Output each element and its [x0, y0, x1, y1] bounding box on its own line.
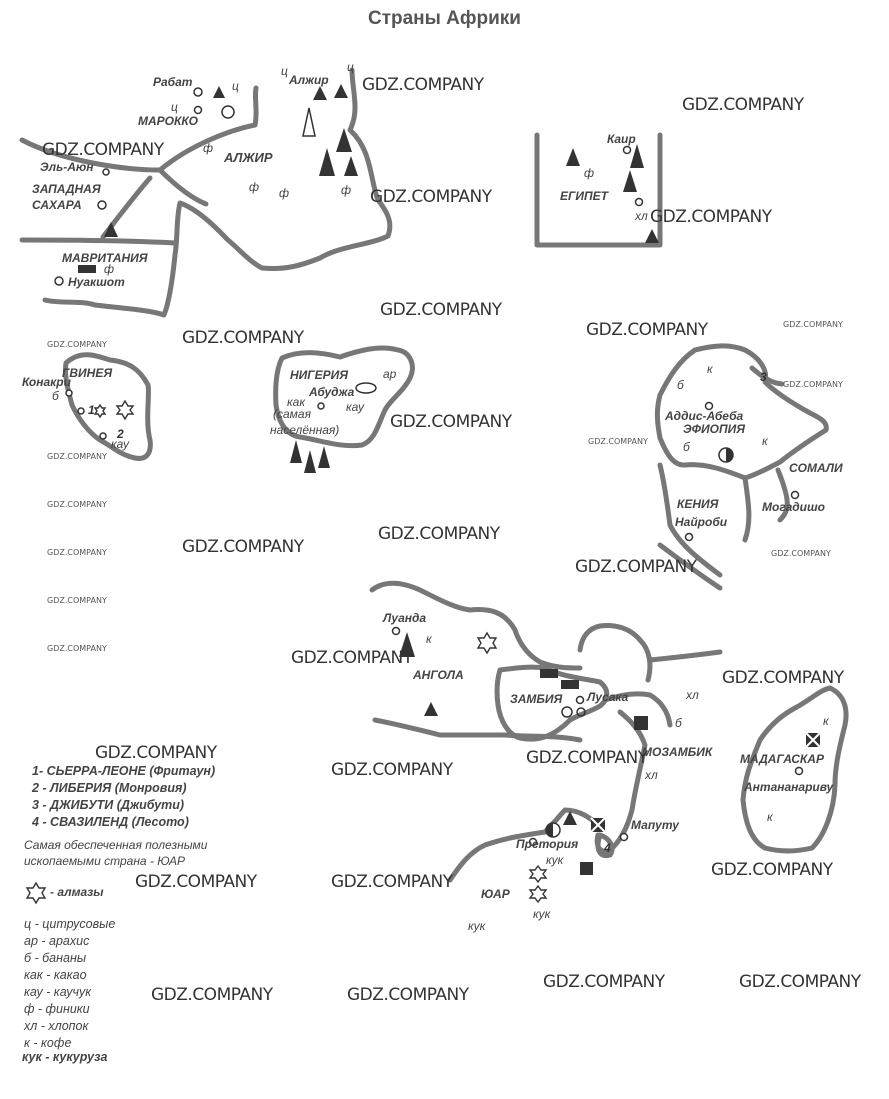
watermark: GDZ.COMPANY: [380, 300, 502, 320]
capital-marker-icon: [624, 147, 631, 154]
watermark-small: GDZ.COMPANY: [783, 320, 843, 329]
radiation-icon: [562, 707, 572, 717]
watermark: GDZ.COMPANY: [135, 872, 257, 892]
city-maputo: Мапуту: [631, 818, 679, 832]
capital-marker-icon: [318, 403, 324, 409]
watermark: GDZ.COMPANY: [722, 668, 844, 688]
watermark: GDZ.COMPANY: [543, 972, 665, 992]
country-egypt: ЕГИПЕТ: [560, 189, 608, 203]
watermark: GDZ.COMPANY: [95, 743, 217, 763]
triangle-icon: [630, 144, 644, 168]
diamond-star-icon: [95, 405, 105, 417]
page-title: Страны Африки: [367, 8, 521, 29]
country-western-sahara-l2: САХАРА: [32, 198, 82, 212]
watermark-small: GDZ.COMPANY: [47, 548, 107, 557]
note-line-1: Самая обеспеченная полезными: [24, 838, 208, 852]
capital-marker-icon: [100, 433, 106, 439]
triangle-icon: [213, 86, 225, 98]
key-cotton: хл - хлопок: [24, 1019, 89, 1033]
res-rubber: кау: [346, 400, 364, 414]
country-somalia: СОМАЛИ: [789, 461, 843, 475]
country-guinea: ГВИНЕЯ: [62, 366, 113, 380]
watermark-small: GDZ.COMPANY: [47, 596, 107, 605]
watermark: GDZ.COMPANY: [711, 860, 833, 880]
capital-marker-icon: [393, 628, 400, 635]
diamond-star-icon: [530, 866, 546, 882]
triangle-icon: [344, 156, 358, 176]
res-coffee: к: [762, 434, 768, 448]
radiation-icon: [222, 106, 234, 118]
small-country-number-3: 3: [760, 370, 767, 384]
res-phos: ф: [341, 183, 352, 197]
res-banana: б: [675, 716, 682, 730]
res-banana: б: [683, 440, 690, 454]
watermark: GDZ.COMPANY: [42, 140, 164, 160]
triangle-icon: [623, 170, 637, 192]
country-mauritania: МАВРИТАНИЯ: [62, 251, 148, 265]
mozambique-coast: [650, 652, 720, 660]
res-phos: ф: [104, 262, 115, 276]
city-lusaka: Лусака: [587, 690, 629, 704]
capital-marker-icon: [577, 697, 584, 704]
res-coffee: к: [426, 632, 432, 646]
city-nouakchott: Нуакшот: [68, 275, 125, 289]
res-corn: кук: [546, 853, 564, 867]
watermark: GDZ.COMPANY: [291, 648, 413, 668]
res-coffee: к: [707, 362, 713, 376]
watermark-small: GDZ.COMPANY: [47, 452, 107, 461]
triangle-icon: [319, 148, 335, 176]
triangle-icon: [313, 86, 327, 100]
city-abuja: Абуджа: [309, 385, 355, 399]
watermark: GDZ.COMPANY: [378, 524, 500, 544]
country-madagascar: МАДАГАСКАР: [740, 752, 824, 766]
watermark: GDZ.COMPANY: [362, 75, 484, 95]
triangle-icon: [566, 148, 580, 166]
res-phos: ф: [584, 166, 595, 180]
key-dates: ф - финики: [24, 1002, 90, 1016]
capital-marker-icon: [621, 834, 628, 841]
watermark-small: GDZ.COMPANY: [47, 340, 107, 349]
coal-icon: [561, 680, 579, 689]
coal-icon: [634, 716, 648, 730]
watermark: GDZ.COMPANY: [739, 972, 861, 992]
diamonds-legend: - алмазы: [50, 885, 104, 899]
watermark: GDZ.COMPANY: [331, 872, 453, 892]
triangle-icon: [304, 450, 316, 473]
country-western-sahara-l1: ЗАПАДНАЯ: [32, 182, 101, 196]
res-citrus: ц: [232, 79, 239, 93]
res-phos: ф: [279, 186, 290, 200]
small-country-number-1: 1: [88, 403, 95, 417]
capital-marker-icon: [792, 492, 799, 499]
res-phos: ф: [249, 180, 260, 194]
city-pretoria: Претория: [516, 837, 579, 851]
city-nairobi: Найроби: [675, 515, 728, 529]
country-morocco: МАРОККО: [138, 114, 198, 128]
watermark-small: GDZ.COMPANY: [47, 500, 107, 509]
coal-icon: [580, 862, 593, 875]
key-cocoa: как - какао: [24, 968, 87, 982]
country-angola: АНГОЛА: [413, 668, 464, 682]
city-rabat: Рабат: [153, 75, 193, 89]
diamond-star-icon: [530, 886, 546, 902]
res-cotton: хл: [686, 688, 699, 702]
watermark: GDZ.COMPANY: [390, 412, 512, 432]
city-conakry: Конакри: [22, 375, 71, 389]
city-addis-ababa: Аддис-Абеба: [665, 409, 744, 423]
capital-marker-icon: [194, 88, 202, 96]
res-citrus: ц: [171, 100, 178, 114]
legend-country-1: 1- СЬЕРРА-ЛЕОНЕ (Фритаун): [32, 764, 216, 778]
coal-icon: [540, 669, 558, 678]
res-coffee: к: [823, 714, 829, 728]
key-corn: кук - кукуруза: [22, 1050, 108, 1064]
country-zambia: ЗАМБИЯ: [510, 692, 563, 706]
triangle-icon: [318, 446, 330, 468]
capital-marker-icon: [55, 277, 63, 285]
triangle-icon: [645, 229, 659, 243]
res-banana: б: [677, 378, 684, 392]
city-cairo: Каир: [607, 132, 636, 146]
mauritania-border: [22, 240, 175, 243]
diamond-star-icon: [478, 633, 496, 653]
city-luanda: Луанда: [383, 611, 427, 625]
nigeria-note-l1: (самая: [273, 407, 311, 421]
capital-marker-icon: [103, 169, 109, 175]
res-citrus: ц: [281, 64, 288, 78]
diamond-star-legend-icon: [27, 883, 45, 903]
country-mozambique: МОЗАМБИК: [642, 745, 713, 759]
watermark-small: GDZ.COMPANY: [47, 644, 107, 653]
watermark-small: GDZ.COMPANY: [783, 380, 843, 389]
city-mogadishu: Могадишо: [762, 500, 825, 514]
gas-oval-icon: [356, 383, 376, 393]
res-phos: ф: [203, 141, 214, 155]
res-cotton: хл: [645, 768, 658, 782]
key-banana: б - бананы: [24, 951, 87, 965]
country-south-africa: ЮАР: [481, 887, 510, 901]
key-rubber: кау - каучук: [24, 985, 92, 999]
small-country-number-2: 2: [117, 427, 124, 441]
city-antananarivo: Антананариву: [744, 780, 834, 794]
note-line-2: ископаемыми страна - ЮАР: [24, 854, 186, 868]
res-corn: кук: [533, 907, 551, 921]
key-coffee: к - кофе: [24, 1036, 72, 1050]
res-citrus: ц: [347, 60, 354, 74]
watermark: GDZ.COMPANY: [586, 320, 708, 340]
oil-outline-icon: [303, 108, 315, 136]
watermark: GDZ.COMPANY: [331, 760, 453, 780]
res-rubber: кау: [111, 437, 129, 451]
watermark: GDZ.COMPANY: [650, 207, 772, 227]
legend-country-2: 2 - ЛИБЕРИЯ (Монровия): [32, 781, 187, 795]
watermark: GDZ.COMPANY: [682, 95, 804, 115]
capital-marker-icon: [636, 199, 643, 206]
watermark: GDZ.COMPANY: [526, 748, 648, 768]
key-citrus: ц - цитрусовые: [24, 917, 116, 931]
watermark: GDZ.COMPANY: [347, 985, 469, 1005]
watermark: GDZ.COMPANY: [151, 985, 273, 1005]
legend-country-3: 3 - ДЖИБУТИ (Джибути): [32, 798, 185, 812]
res-corn: кук: [468, 919, 486, 933]
small-country-number-4: 4: [604, 841, 611, 855]
key-peanut: ар - арахис: [24, 934, 90, 948]
triangle-icon: [290, 440, 302, 463]
watermark: GDZ.COMPANY: [182, 537, 304, 557]
res-cotton: хл: [635, 209, 648, 223]
city-algiers: Алжир: [289, 73, 329, 87]
triangle-icon: [334, 84, 348, 98]
capital-marker-icon: [78, 408, 84, 414]
zambia-north: [580, 626, 650, 680]
country-algeria: АЛЖИР: [224, 150, 273, 165]
capital-marker-icon: [796, 768, 803, 775]
watermark: GDZ.COMPANY: [182, 328, 304, 348]
capital-marker-icon: [686, 534, 693, 541]
sahara-border: [160, 170, 206, 204]
watermark: GDZ.COMPANY: [575, 557, 697, 577]
capital-marker-icon: [195, 107, 202, 114]
res-banana: б: [52, 389, 59, 403]
kenya-east: [745, 478, 749, 540]
madagascar-border: [743, 688, 846, 851]
watermark-small: GDZ.COMPANY: [588, 437, 648, 446]
legend-country-4: 4 - СВАЗИЛЕНД (Лесото): [32, 815, 189, 829]
city-el-aaiun: Эль-Аюн: [40, 160, 94, 174]
capital-marker-icon: [66, 390, 72, 396]
triangle-icon: [424, 702, 438, 716]
diamond-star-icon: [117, 401, 133, 419]
res-peanut: ар: [383, 367, 397, 381]
res-cocoa: как: [287, 395, 306, 409]
watermark: GDZ.COMPANY: [370, 187, 492, 207]
country-kenya: КЕНИЯ: [677, 497, 719, 511]
res-coffee: к: [767, 810, 773, 824]
country-nigeria: НИГЕРИЯ: [290, 368, 349, 382]
watermark-small: GDZ.COMPANY: [771, 549, 831, 558]
capital-marker-icon: [98, 201, 106, 209]
country-ethiopia: ЭФИОПИЯ: [683, 422, 745, 436]
coal-icon: [78, 265, 96, 273]
nigeria-note-l2: населённая): [270, 423, 340, 437]
